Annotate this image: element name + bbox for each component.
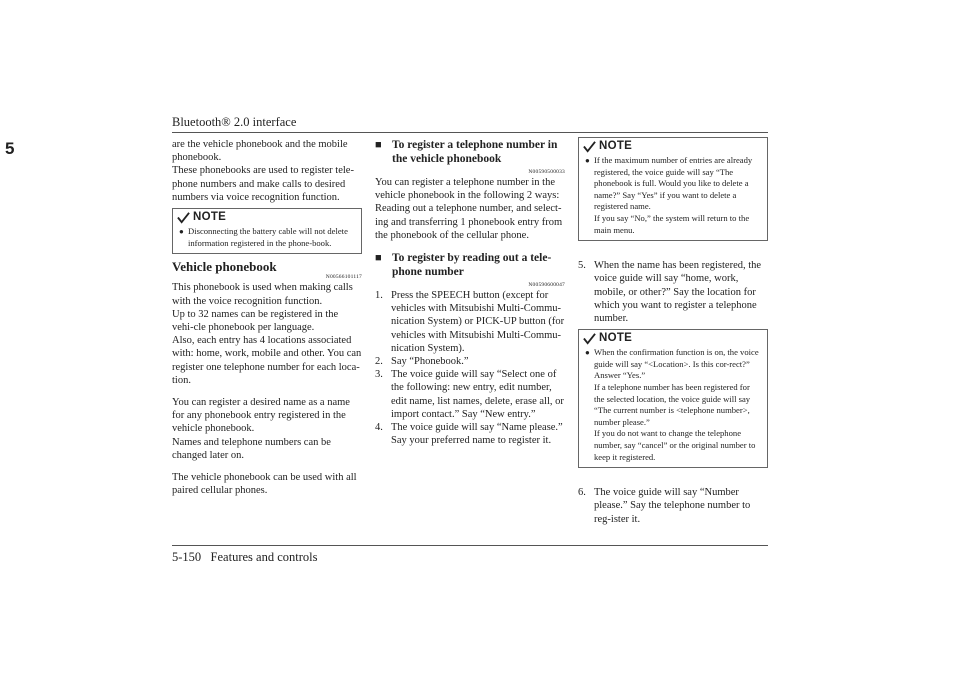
subsection-code: N00590600047	[528, 282, 565, 289]
header-rule	[172, 132, 768, 133]
note-label: NOTE	[193, 210, 227, 223]
intro-text: are the vehicle phonebook and the mobile phonebook.	[172, 139, 348, 164]
note-label: NOTE	[599, 332, 633, 345]
note-text: If you do not want to change the telephone number, say “cancel” or the original number to keep it registered.	[594, 428, 756, 462]
check-badge-icon	[583, 332, 596, 345]
square-bullet-icon: ■	[375, 139, 382, 151]
bullet-icon: ●	[585, 348, 590, 358]
note-body	[579, 153, 767, 240]
note-box	[172, 208, 362, 254]
paragraph: This phonebook is used when making calls with the voice recognition function.	[172, 282, 353, 307]
step-item: 3. The voice guide will say “Select one of the following: new entry, edit number, edit name, list names, delete, erase all, or import contact.” Say “New entry.”	[375, 369, 564, 420]
paragraph: Up to 32 names can be registered in the vehi-cle phonebook per language.	[172, 308, 339, 334]
paragraph: You can register a telephone number in the vehicle phonebook in the following 2 ways: Reading out a telephone number, and select-ing and transferring 1 phonebook entry from the phonebook of the cellular phone.	[375, 177, 563, 241]
footer-rule	[172, 545, 768, 546]
step-item: 5. When the name has been registered, the voice guide will say “home, work, mobile, or other?” Say the location for which you want to register a telephone number.	[578, 260, 762, 324]
check-badge-icon	[583, 140, 596, 153]
square-bullet-icon: ■	[375, 252, 382, 265]
paragraph: The vehicle phonebook can be used with all paired cellular phones.	[172, 472, 357, 497]
header-title: Bluetooth® 2.0 interface	[172, 115, 297, 129]
column-3	[578, 137, 768, 526]
note-body	[173, 224, 361, 253]
note-text: Disconnecting the battery cable will not delete information registered in the phone-book.	[188, 226, 348, 248]
note-body	[579, 345, 767, 467]
column-1	[172, 138, 362, 497]
step-item: 6. The voice guide will say “Number please.” Say the telephone number to reg-ister it.	[578, 487, 751, 525]
subsection-title: ■ To register by reading out a tele-phone number	[375, 252, 552, 279]
note-header	[579, 138, 767, 153]
subsection-title: ■ To register a telephone number in the vehicle phonebook	[375, 139, 558, 165]
chapter-number: 5	[5, 139, 15, 158]
bullet-icon: ●	[585, 156, 590, 165]
note-text: When the confirmation function is on, the voice guide will say “<Location>. Is this cor-rect?” Answer “Yes.”	[594, 347, 759, 381]
paragraph: Names and telephone numbers can be changed later on.	[172, 436, 331, 461]
paragraph: You can register a desired name as a name for any phonebook entry registered in the vehicle phonebook.	[172, 397, 350, 435]
footer-page: 5-150 Features and controls	[172, 550, 318, 564]
note-box	[578, 137, 768, 241]
note-label: NOTE	[599, 139, 633, 152]
step-item: 2. Say “Phonebook.”	[375, 356, 469, 368]
step-item: 4. The voice guide will say “Name please.” Say your preferred name to register it.	[375, 422, 563, 447]
note-header	[173, 209, 361, 224]
section-title: Vehicle phonebook	[172, 259, 277, 275]
note-box	[578, 329, 768, 468]
note-text: If you say “No,” the system will return to the main menu.	[594, 212, 750, 235]
step-item: 1. Press the SPEECH button (except for vehicles with Mitsubishi Multi-Commu-nication System) or PICK-UP button (for vehicles with Mitsubishi Multi-Commu-nication System).	[375, 290, 565, 354]
column-2	[375, 138, 565, 447]
intro-text-2: These phonebooks are used to register tele-phone numbers and make calls to desired numbers via voice recognition function.	[172, 165, 354, 203]
note-text: If a telephone number has been registered for the selected location, the voice guide will say “The current number is <telephone number>, number please.”	[594, 381, 751, 427]
note-text: If the maximum number of entries are already registered, the voice guide will say “The phonebook is full. Would you like to delete a name?” Say “Yes” if you want to delete a registered name.	[594, 155, 753, 212]
paragraph: Also, each entry has 4 locations associated with: home, work, mobile and other. You can register one telephone number for each loca-tion.	[172, 335, 362, 386]
section-code: N00566101117	[325, 274, 362, 281]
bullet-icon: ●	[179, 227, 184, 237]
note-header	[579, 330, 767, 345]
subsection-code: N00590500033	[528, 169, 565, 175]
check-badge-icon	[177, 211, 190, 224]
